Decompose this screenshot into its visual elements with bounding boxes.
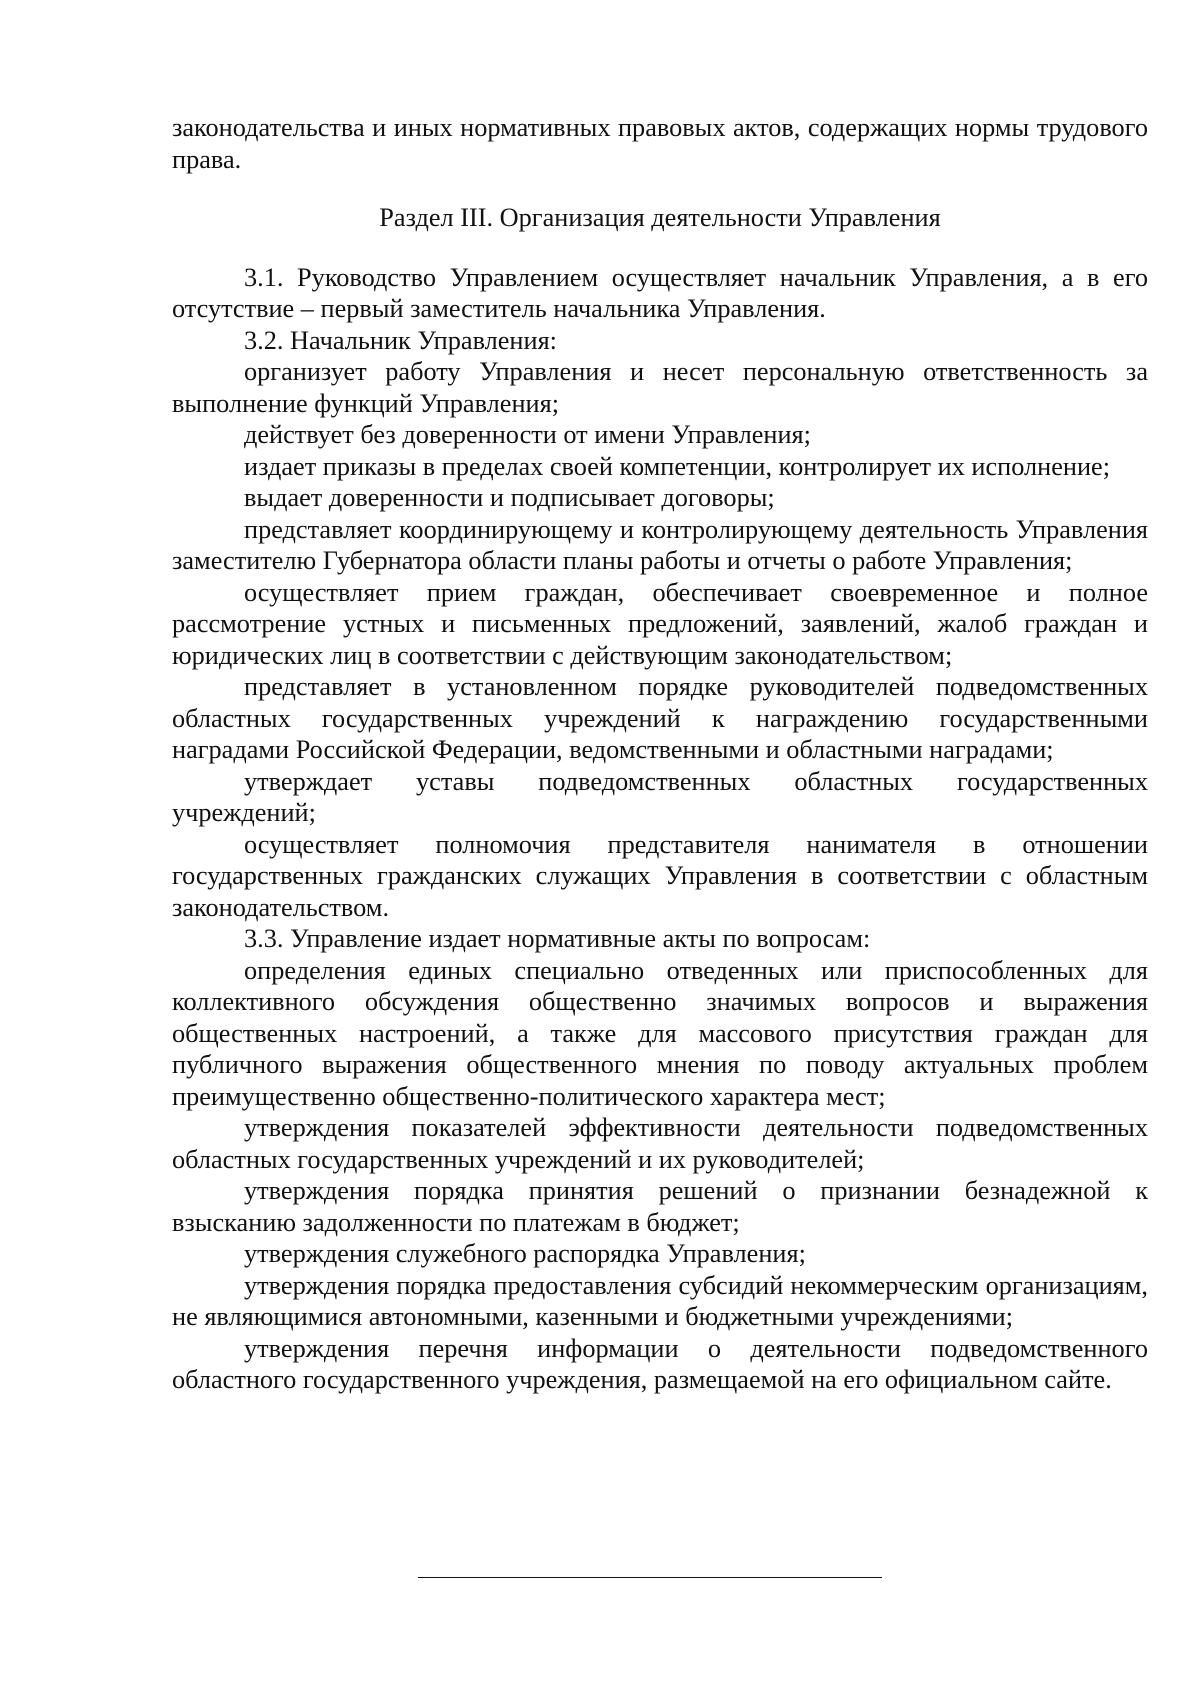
list-item: издает приказы в пределах своей компетенции, контролирует их исполнение; bbox=[244, 451, 1110, 481]
list-item: выдает доверенности и подписывает договоры; bbox=[244, 483, 775, 512]
paragraph-continuation: законодательства и иных нормативных правовых актов, содержащих нормы трудового права. bbox=[172, 113, 1148, 174]
paragraph-3-3: 3.3. Управление издает нормативные акты по вопросам: bbox=[244, 924, 871, 953]
list-item: утверждения служебного распорядка Управления; bbox=[244, 1239, 806, 1268]
section-heading: Раздел III. Организация деятельности Управления bbox=[379, 203, 941, 232]
list-item: представляет в установленном порядке руководителей подведомственных областных государственных учреждений к награждению государственными наградами Российской Федерации, ведомственными и областными наградами; bbox=[172, 672, 1148, 764]
list-item: утверждает уставы подведомственных областных государственных учреждений; bbox=[172, 766, 1148, 827]
list-item: утверждения порядка принятия решений о признании безнадежной к взысканию задолженности по платежам в бюджет; bbox=[172, 1176, 1148, 1237]
list-item: утверждения порядка предоставления субсидий некоммерческим организациям, не являющимися автономными, казенными и бюджетными учреждениями; bbox=[172, 1270, 1148, 1331]
list-item: определения единых специально отведенных или приспособленных для коллективного обсуждения общественно значимых вопросов и выражения общественных настроений, а также для массового присутствия граждан для публичного выражения общественного мнения по поводу актуальных проблем преимущественно общественно-политического характера мест; bbox=[172, 955, 1148, 1111]
end-rule-divider bbox=[418, 1577, 882, 1578]
paragraph-3-2: 3.2. Начальник Управления: bbox=[244, 325, 557, 355]
document-body bbox=[172, 112, 1148, 1396]
list-item: организует работу Управления и несет персональную ответственность за выполнение функций Управления; bbox=[172, 357, 1148, 418]
list-item: утверждения перечня информации о деятельности подведомственного областного государственного учреждения, размещаемой на его официальном сайте. bbox=[172, 1333, 1148, 1394]
list-item: осуществляет полномочия представителя нанимателя в отношении государственных гражданских служащих Управления в соответствии с областным законодательством. bbox=[172, 829, 1148, 922]
list-item: действует без доверенности от имени Управления; bbox=[244, 420, 811, 449]
list-item: утверждения показателей эффективности деятельности подведомственных областных государственных учреждений и их руководителей; bbox=[172, 1113, 1148, 1174]
list-item: представляет координирующему и контролирующему деятельность Управления заместителю Губернатора области планы работы и отчеты о работе Управления; bbox=[172, 514, 1148, 575]
list-item: осуществляет прием граждан, обеспечивает своевременное и полное рассмотрение устных и письменных предложений, заявлений, жалоб граждан и юридических лиц в соответствии с действующим законодательством; bbox=[172, 577, 1148, 670]
paragraph-3-1: 3.1. Руководство Управлением осуществляет начальник Управления, а в его отсутствие – первый заместитель начальника Управления. bbox=[172, 262, 1148, 323]
